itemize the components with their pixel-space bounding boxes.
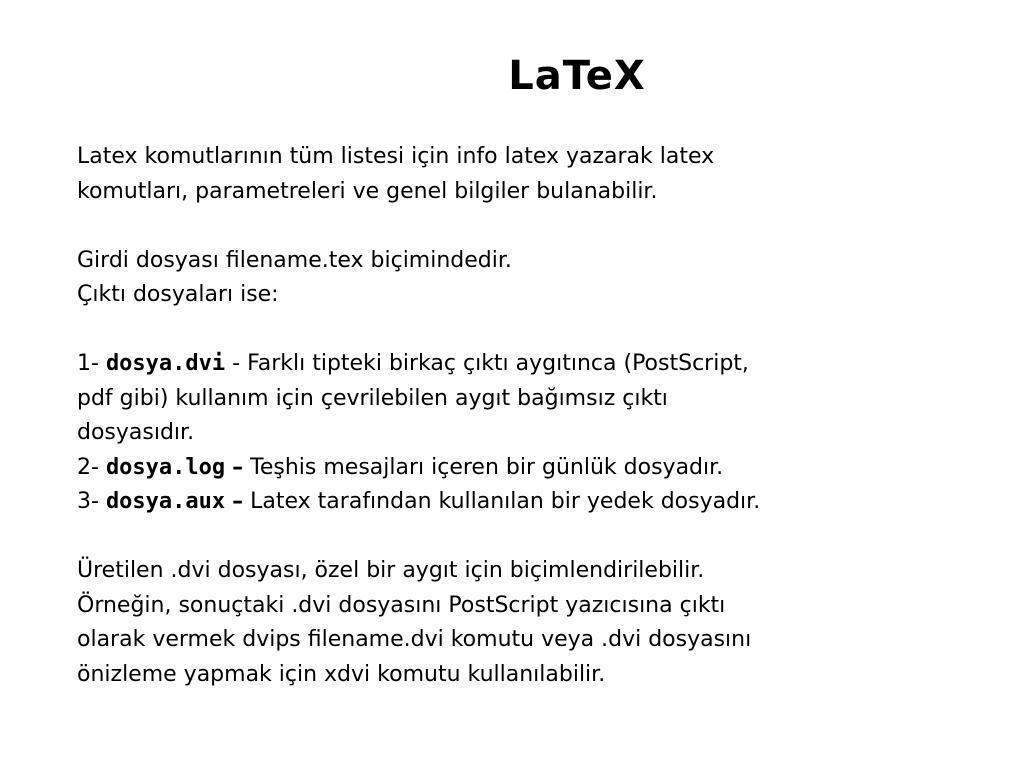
output-item-1-filename: dosya.dvi xyxy=(105,351,226,376)
output-item-2-number: 2- xyxy=(77,454,99,480)
output-item-1-number: 1- xyxy=(77,351,99,376)
closing-line-4: önizleme yapmak için xdvi komutu kullanılabilir. xyxy=(77,661,606,687)
output-item-1-description-line-3: dosyasıdır. xyxy=(77,420,195,445)
output-item-3-number: 3- xyxy=(77,489,99,514)
paragraph-gap xyxy=(77,520,977,555)
output-item-3-filename: dosya.aux xyxy=(105,489,226,514)
intro-line-1: Latex komutlarının tüm listesi için info latex yazarak latex xyxy=(77,144,715,169)
output-item-1-description: Farklı tipteki birkaç çıktı aygıtınca (PostScript, xyxy=(247,351,749,376)
output-item-3-description: Latex tarafından kullanılan bir yedek dosyadır. xyxy=(250,489,761,514)
slide-body xyxy=(77,140,977,692)
input-file-line: Girdi dosyası filename.tex biçimindedir. xyxy=(77,247,512,273)
intro-line-2: komutları, parametreleri ve genel bilgiler bulanabilir. xyxy=(77,178,658,204)
output-item-2-description: Teşhis mesajları içeren bir günlük dosyadır. xyxy=(250,454,724,480)
paragraph-gap xyxy=(77,209,977,244)
closing-line-1: Üretilen .dvi dosyası, özel bir aygıt için biçimlendirilebilir. xyxy=(77,558,705,583)
output-item-1-description-line-2: pdf gibi) kullanım için çevrilebilen aygıt bağımsız çıktı xyxy=(77,385,668,411)
closing-line-2: Örneğin, sonuçtaki .dvi dosyasını PostScript yazıcısına çıktı xyxy=(77,592,726,618)
output-item-2 xyxy=(77,451,977,486)
closing-line-3: olarak vermek dvips filename.dvi komutu veya .dvi dosyasını xyxy=(77,627,752,652)
output-item-1-separator: - xyxy=(232,351,241,376)
output-item-2-filename: dosya.log xyxy=(105,454,226,480)
output-item-3-separator: – xyxy=(232,489,244,514)
output-item-1 xyxy=(77,347,977,382)
outputs-heading: Çıktı dosyaları ise: xyxy=(77,282,279,307)
output-item-3 xyxy=(77,485,977,520)
paragraph-gap xyxy=(77,313,977,348)
output-item-2-separator: – xyxy=(232,454,244,480)
slide-title: LaTeX xyxy=(508,53,646,99)
